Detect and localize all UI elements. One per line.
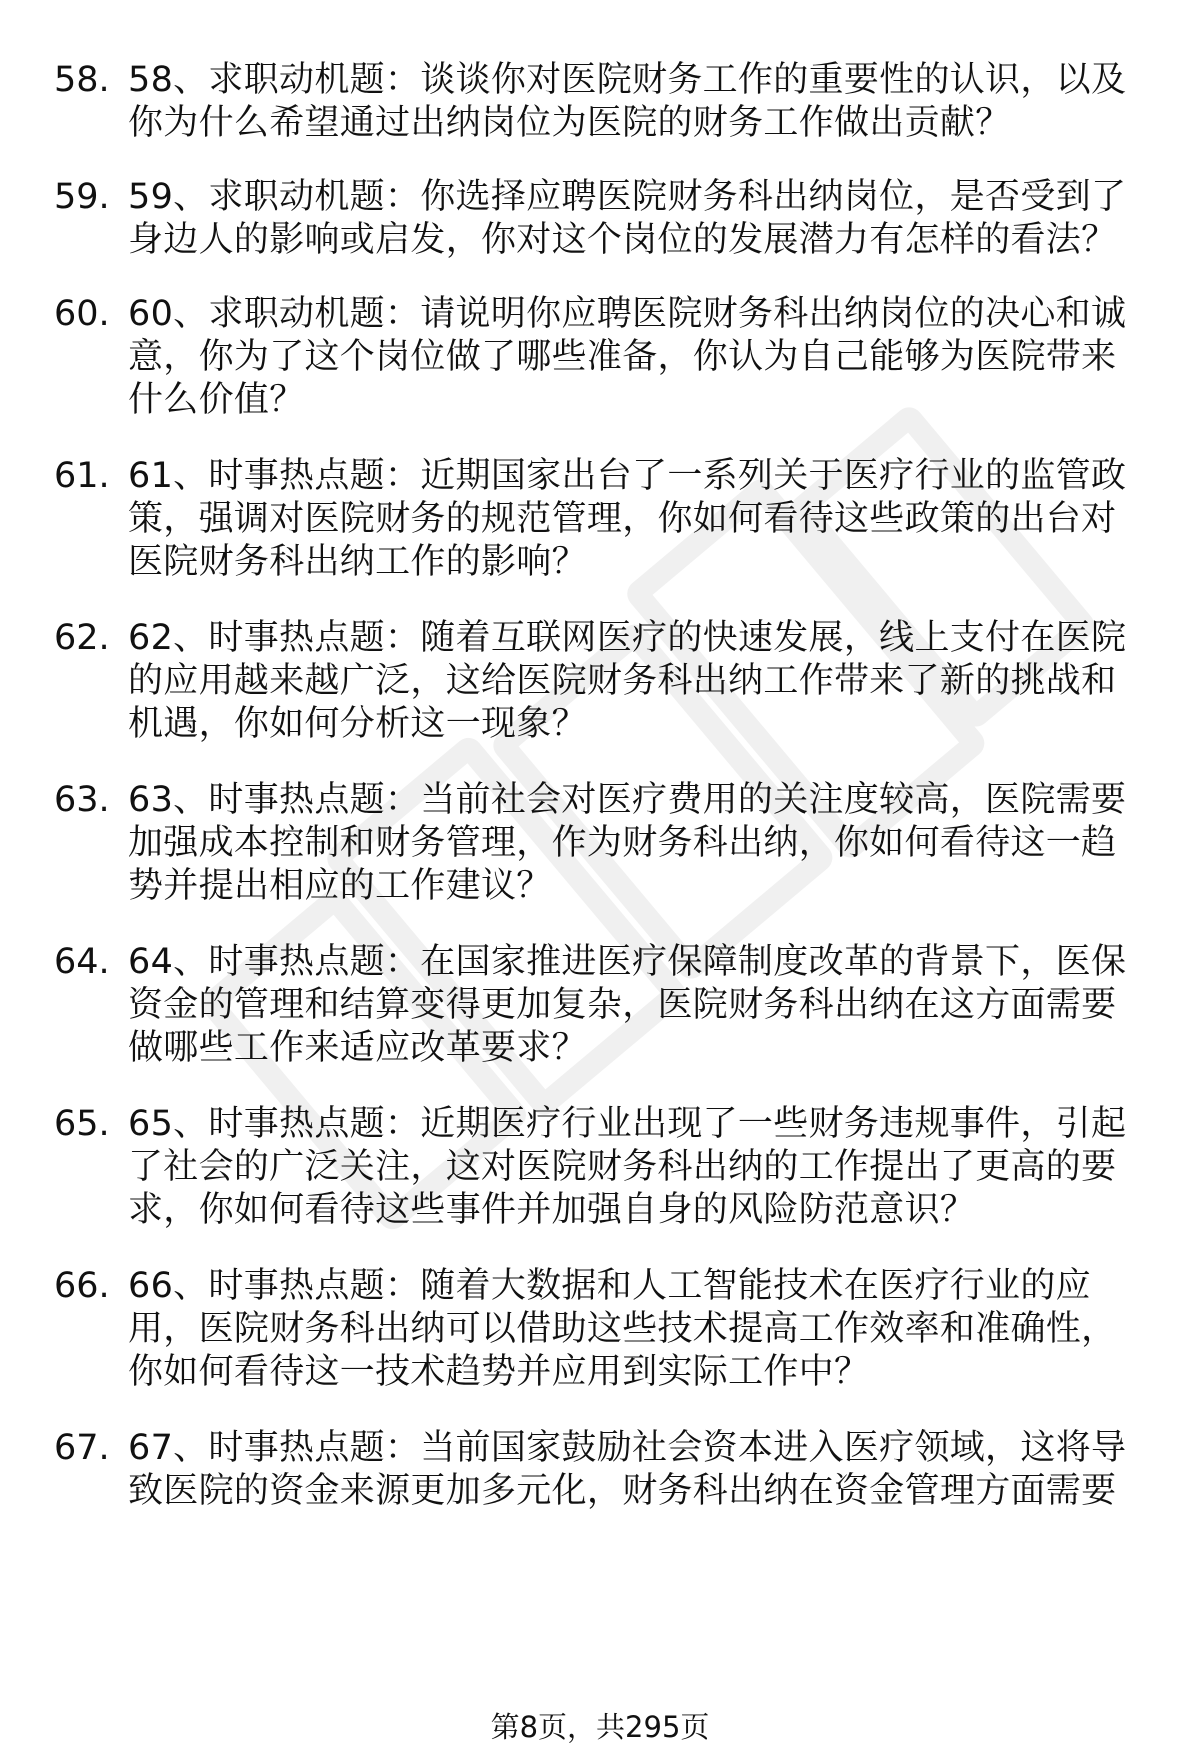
question-line: 做哪些工作来适应改革要求？ bbox=[128, 1028, 587, 1068]
question-line: 你如何看待这一技术趋势并应用到实际工作中？ bbox=[128, 1352, 870, 1392]
question-item bbox=[0, 941, 1200, 1070]
question-line: 66、时事热点题：随着大数据和人工智能技术在医疗行业的应 bbox=[128, 1266, 1091, 1306]
question-line: 机遇，你如何分析这一现象？ bbox=[128, 704, 587, 744]
question-text bbox=[128, 779, 1148, 908]
question-line: 62、时事热点题：随着互联网医疗的快速发展，线上支付在医院 bbox=[128, 618, 1127, 658]
question-text bbox=[128, 293, 1148, 422]
question-line: 了社会的广泛关注，这对医院财务科出纳的工作提出了更高的要 bbox=[128, 1147, 1117, 1187]
page-footer: 第8页，共295页 bbox=[490, 1710, 710, 1744]
question-line: 61、时事热点题：近期国家出台了一系列关于医疗行业的监管政 bbox=[128, 456, 1127, 496]
question-text bbox=[128, 941, 1148, 1070]
question-item bbox=[0, 1427, 1200, 1513]
question-line: 65、时事热点题：近期医疗行业出现了一些财务违规事件，引起 bbox=[128, 1104, 1127, 1144]
question-item bbox=[0, 779, 1200, 908]
question-text bbox=[128, 1427, 1148, 1513]
question-line: 身边人的影响或启发，你对这个岗位的发展潜力有怎样的看法？ bbox=[128, 220, 1117, 260]
question-text bbox=[128, 617, 1148, 746]
question-line: 用，医院财务科出纳可以借助这些技术提高工作效率和准确性， bbox=[128, 1309, 1117, 1349]
question-line: 63、时事热点题：当前社会对医疗费用的关注度较高，医院需要 bbox=[128, 780, 1127, 820]
question-item bbox=[0, 1103, 1200, 1232]
question-line: 意，你为了这个岗位做了哪些准备，你认为自己能够为医院带来 bbox=[128, 337, 1117, 377]
question-item bbox=[0, 455, 1200, 584]
question-number: 65. bbox=[54, 1104, 110, 1144]
question-line: 59、求职动机题：你选择应聘医院财务科出纳岗位，是否受到了 bbox=[128, 177, 1127, 217]
question-line: 的应用越来越广泛，这给医院财务科出纳工作带来了新的挑战和 bbox=[128, 661, 1117, 701]
question-text bbox=[128, 1265, 1148, 1394]
question-line: 势并提出相应的工作建议？ bbox=[128, 866, 552, 906]
question-number: 60. bbox=[54, 294, 110, 334]
question-item bbox=[0, 293, 1200, 422]
question-text bbox=[128, 59, 1148, 145]
question-line: 医院财务科出纳工作的影响？ bbox=[128, 542, 587, 582]
question-line: 加强成本控制和财务管理，作为财务科出纳，你如何看待这一趋 bbox=[128, 823, 1117, 863]
question-number: 59. bbox=[54, 177, 110, 217]
question-line: 58、求职动机题：谈谈你对医院财务工作的重要性的认识，以及 bbox=[128, 60, 1127, 100]
question-text bbox=[128, 1103, 1148, 1232]
question-number: 64. bbox=[54, 942, 110, 982]
question-line: 67、时事热点题：当前国家鼓励社会资本进入医疗领域，这将导 bbox=[128, 1428, 1127, 1468]
question-number: 62. bbox=[54, 618, 110, 658]
question-number: 66. bbox=[54, 1266, 110, 1306]
question-line: 求，你如何看待这些事件并加强自身的风险防范意识？ bbox=[128, 1190, 976, 1230]
question-item bbox=[0, 1265, 1200, 1394]
question-number: 67. bbox=[54, 1428, 110, 1468]
question-line: 资金的管理和结算变得更加复杂，医院财务科出纳在这方面需要 bbox=[128, 985, 1117, 1025]
question-line: 64、时事热点题：在国家推进医疗保障制度改革的背景下，医保 bbox=[128, 942, 1127, 982]
question-number: 58. bbox=[54, 60, 110, 100]
question-line: 什么价值？ bbox=[128, 380, 305, 420]
question-number: 61. bbox=[54, 456, 110, 496]
question-item bbox=[0, 176, 1200, 262]
question-line: 致医院的资金来源更加多元化，财务科出纳在资金管理方面需要 bbox=[128, 1471, 1117, 1511]
question-item bbox=[0, 59, 1200, 145]
question-line: 你为什么希望通过出纳岗位为医院的财务工作做出贡献？ bbox=[128, 103, 1011, 143]
question-text bbox=[128, 176, 1148, 262]
question-line: 策，强调对医院财务的规范管理，你如何看待这些政策的出台对 bbox=[128, 499, 1117, 539]
question-number: 63. bbox=[54, 780, 110, 820]
question-text bbox=[128, 455, 1148, 584]
question-item bbox=[0, 617, 1200, 746]
question-line: 60、求职动机题：请说明你应聘医院财务科出纳岗位的决心和诚 bbox=[128, 294, 1127, 334]
